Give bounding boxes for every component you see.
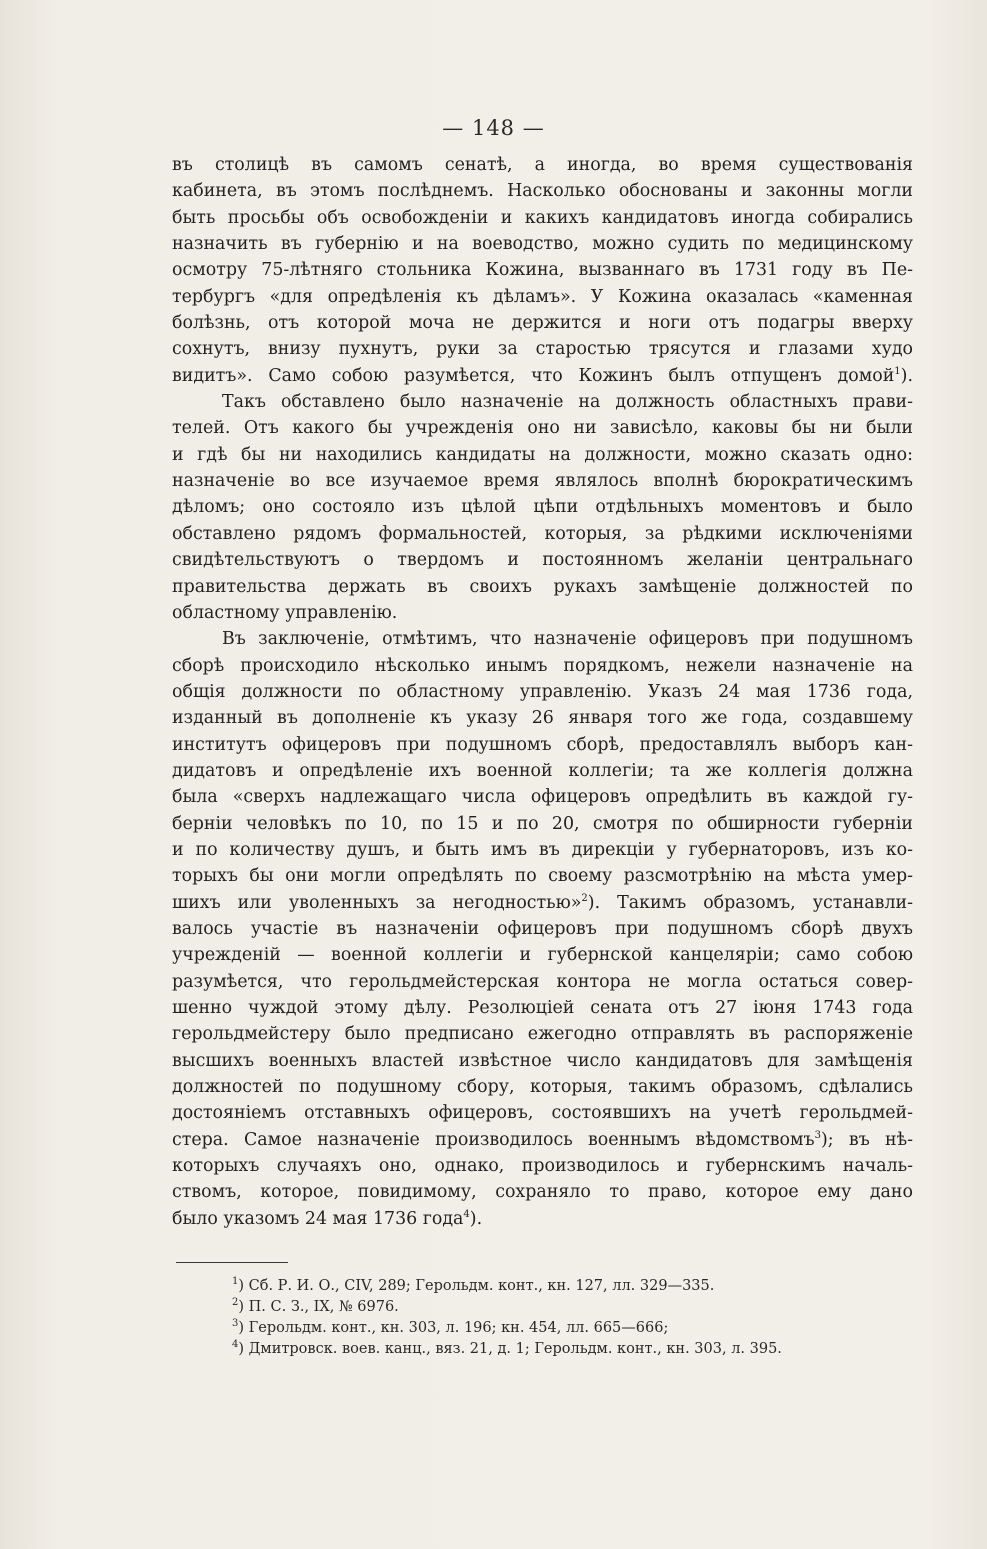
footnotes — [232, 1276, 922, 1360]
text-line: которыхъ случаяхъ оно, однако, производилось и губернскимъ началь- — [172, 1156, 913, 1177]
text-line: обставлено рядомъ формальностей, которыя, за рѣдкими исключеніями — [172, 523, 913, 544]
text-line: изданный въ дополненіе къ указу 26 января того же года, создавшему — [172, 708, 913, 729]
text-line: осмотру 75-лѣтняго стольника Кожина, вызваннаго въ 1731 году въ Пе- — [172, 260, 913, 281]
text-line: болѣзнь, отъ которой моча не держится и ноги отъ подагры вверху — [172, 313, 913, 334]
text-line: ствомъ, которое, повидимому, сохраняло то право, которое ему дано — [172, 1182, 913, 1203]
text-line: кабинета, въ этомъ послѣднемъ. Насколько обоснованы и законны могли — [172, 181, 913, 202]
text-fragment: ). — [900, 365, 913, 386]
text-line: свидѣтельствуютъ о твердомъ и постоянномъ желаніи центральнаго — [172, 550, 913, 571]
text-line: валось участіе въ назначеніи офицеровъ при подушномъ сборѣ двухъ — [172, 918, 913, 939]
text-line: назначить въ губернію и на воеводство, можно судить по медицинскому — [172, 234, 913, 255]
footnote-ref: 1 — [894, 365, 901, 377]
footnote-mark: 1 — [232, 1276, 239, 1288]
footnote-text: ) П. С. З., IX, № 6976. — [238, 1299, 399, 1315]
text-line: и гдѣ бы ни находились кандидаты на должности, можно сказать одно: — [172, 444, 913, 465]
footnote-ref: 3 — [814, 1129, 821, 1141]
text-line: правительства держать въ своихъ рукахъ замѣщеніе должностей по — [172, 576, 913, 597]
footnote-text: ) Герольдм. конт., кн. 303, л. 196; кн. 454, лл. 665—666; — [238, 1320, 669, 1336]
text-line: должностей по подушному сбору, которыя, такимъ образомъ, сдѣлались — [172, 1077, 913, 1098]
text-fragment: видитъ». Само собою разумѣется, что Кожинъ былъ отпущенъ домой — [172, 365, 895, 386]
text-fragment: шихъ или уволенныхъ за негодностью» — [172, 892, 582, 913]
text-line: быть просьбы объ освобожденіи и какихъ кандидатовъ иногда собирались — [172, 207, 913, 228]
footnote-text: ) Дмитровск. воев. канц., вяз. 21, д. 1; Герольдм. конт., кн. 303, л. 395. — [238, 1341, 782, 1357]
text-line: и по количеству душъ, и быть имъ въ дирекціи у губернаторовъ, изъ ко- — [172, 839, 913, 860]
text-line — [172, 1127, 913, 1153]
text-fragment: стера. Самое назначеніе производилось военнымъ вѣдомствомъ — [172, 1129, 815, 1150]
text-line: сохнутъ, внизу пухнутъ, руки за старостью трясутся и глазами худо — [172, 339, 913, 360]
text-line — [172, 363, 913, 389]
text-line: общія должности по областному управленію. Указъ 24 мая 1736 года, — [172, 681, 913, 702]
text-line: Въ заключеніе, отмѣтимъ, что назначеніе офицеровъ при подушномъ — [222, 629, 913, 650]
text-line: назначеніе во все изучаемое время являлось вполнѣ бюрократическимъ — [172, 471, 913, 492]
text-line: учрежденій — военной коллегіи и губернской канцеляріи; само собою — [172, 945, 913, 966]
text-line: торыхъ бы они могли опредѣлять по своему разсмотрѣнію на мѣста умер- — [172, 866, 913, 887]
text-line: тербургъ «для опредѣленія къ дѣламъ». У Кожина оказалась «каменная — [172, 286, 913, 307]
text-fragment: ). Такимъ образомъ, устанавли- — [587, 892, 913, 913]
footnote — [232, 1318, 922, 1339]
text-line: дидатовъ и опредѣленіе ихъ военной коллегіи; та же коллегія должна — [172, 760, 913, 781]
text-fragment: было указомъ 24 мая 1736 года — [172, 1208, 464, 1229]
footnote-divider — [176, 1262, 288, 1263]
footnote — [232, 1339, 922, 1360]
text-line: достояніемъ отставныхъ офицеровъ, состоявшихъ на учетѣ герольдмей- — [172, 1103, 913, 1124]
footnote-mark: 3 — [232, 1318, 239, 1330]
text-line: была «сверхъ надлежащаго числа офицеровъ опредѣлить въ каждой гу- — [172, 787, 913, 808]
text-line: телей. Отъ какого бы учрежденія оно ни зависѣло, каковы бы ни были — [172, 418, 913, 439]
text-line: областному управленію. — [172, 602, 398, 623]
text-line: сборѣ происходило нѣсколько инымъ порядкомъ, нежели назначеніе на — [172, 655, 913, 676]
text-line: берніи человѣкъ по 10, по 15 и по 20, смотря по обширности губерніи — [172, 813, 913, 834]
text-line: герольдмейстеру было предписано ежегодно отправлять въ распоряженіе — [172, 1024, 913, 1045]
text-line: высшихъ военныхъ властей извѣстное число кандидатовъ для замѣщенія — [172, 1050, 913, 1071]
footnote-mark: 4 — [232, 1339, 239, 1351]
text-line: Такъ обставлено было назначеніе на должность областныхъ прави- — [222, 392, 913, 413]
text-fragment: ); въ нѣ- — [820, 1129, 913, 1150]
footnote-ref: 2 — [581, 892, 588, 904]
text-line: шенно чуждой этому дѣлу. Резолюціей сената отъ 27 іюня 1743 года — [172, 998, 913, 1018]
text-line — [172, 890, 913, 916]
text-line — [172, 1206, 913, 1232]
text-line: институтъ офицеровъ при подушномъ сборѣ, предоставлялъ выборъ кан- — [172, 734, 913, 755]
footnote-ref: 4 — [463, 1208, 470, 1220]
page-number: — 148 — — [442, 116, 545, 140]
text-line: въ столицѣ въ самомъ сенатѣ, а иногда, во время существованія — [172, 155, 913, 175]
footnote-mark: 2 — [232, 1297, 239, 1309]
text-line: разумѣется, что герольдмейстерская контора не могла остаться совер- — [172, 971, 913, 992]
text-fragment: ). — [469, 1208, 483, 1229]
footnote — [232, 1276, 922, 1297]
body-text — [172, 152, 913, 1232]
text-line: дѣломъ; оно состояло изъ цѣлой цѣпи отдѣльныхъ моментовъ и было — [172, 497, 913, 518]
footnote — [232, 1297, 922, 1318]
footnote-text: ) Сб. Р. И. О., CIV, 289; Герольдм. конт., кн. 127, лл. 329—335. — [238, 1278, 715, 1294]
